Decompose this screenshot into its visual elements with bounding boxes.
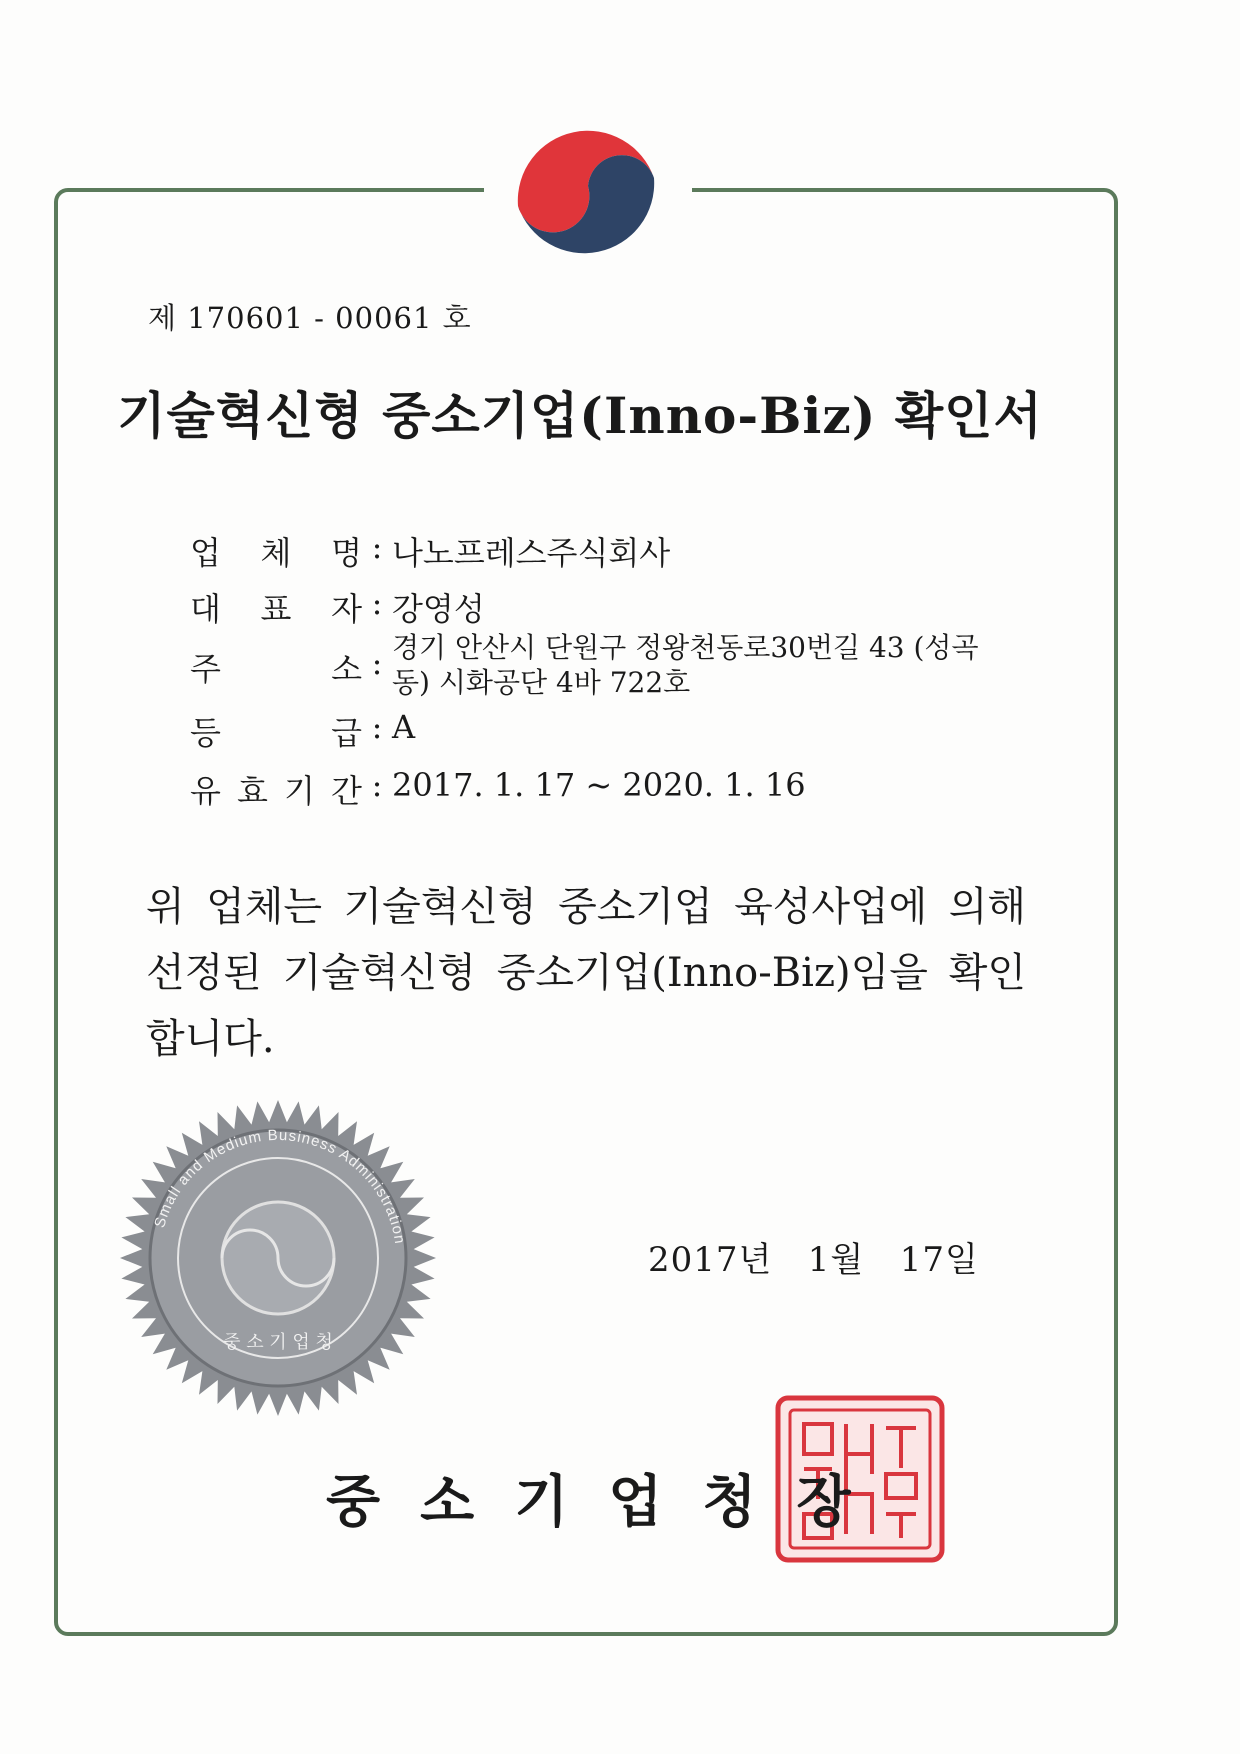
address: 경기 안산시 단원구 정왕천동로30번길 43 (성곡동) 시화공단 4바 722호 (392, 631, 979, 699)
confirmation-statement: 위 업체는 기술혁신형 중소기업 육성사업에 의해 선정된 기술혁신형 중소기업(Inno-Biz)임을 확인합니다. (146, 884, 1026, 1062)
government-emblem-icon (500, 118, 680, 278)
field-label: 등 급 (190, 714, 362, 752)
representative-name: 강영성 (392, 590, 485, 628)
representative-field: 대 표 자 : 강영성 (190, 584, 992, 630)
field-label: 대 표 자 (190, 590, 362, 628)
issue-date: 2017년 1월 17일 (648, 1240, 979, 1280)
address-field: 주 소 : 경기 안산시 단원구 정왕천동로30번길 43 (성곡동) 시화공단 4바 722호 (190, 630, 992, 700)
document-title: 기술혁신형 중소기업(Inno-Biz) 확인서 (117, 386, 1043, 445)
grade: A (392, 708, 416, 746)
company-name-field: 업 체 명 : 나노프레스주식회사 (190, 528, 992, 574)
field-label: 주 소 (190, 650, 362, 688)
field-label: 업 체 명 (190, 534, 362, 572)
issuing-authority: 중소기업청장 (326, 1469, 891, 1535)
validity-field: 유 효 기 간 : 2017. 1. 17 ~ 2020. 1. 16 (190, 766, 992, 812)
seal-bottom-text: 중 소 기 업 청 (223, 1332, 333, 1353)
grade-field: 등 급 : A (190, 708, 992, 754)
validity-period: 2017. 1. 17 ~ 2020. 1. 16 (392, 766, 806, 804)
seal-ring-text: Small and Medium Business Administration (151, 1126, 409, 1246)
certificate-number: 제 170601 - 00061 호 (148, 301, 472, 335)
company-name: 나노프레스주식회사 (392, 534, 671, 572)
field-label: 유 효 기 간 (190, 772, 362, 810)
agency-seal-icon (118, 1098, 438, 1418)
